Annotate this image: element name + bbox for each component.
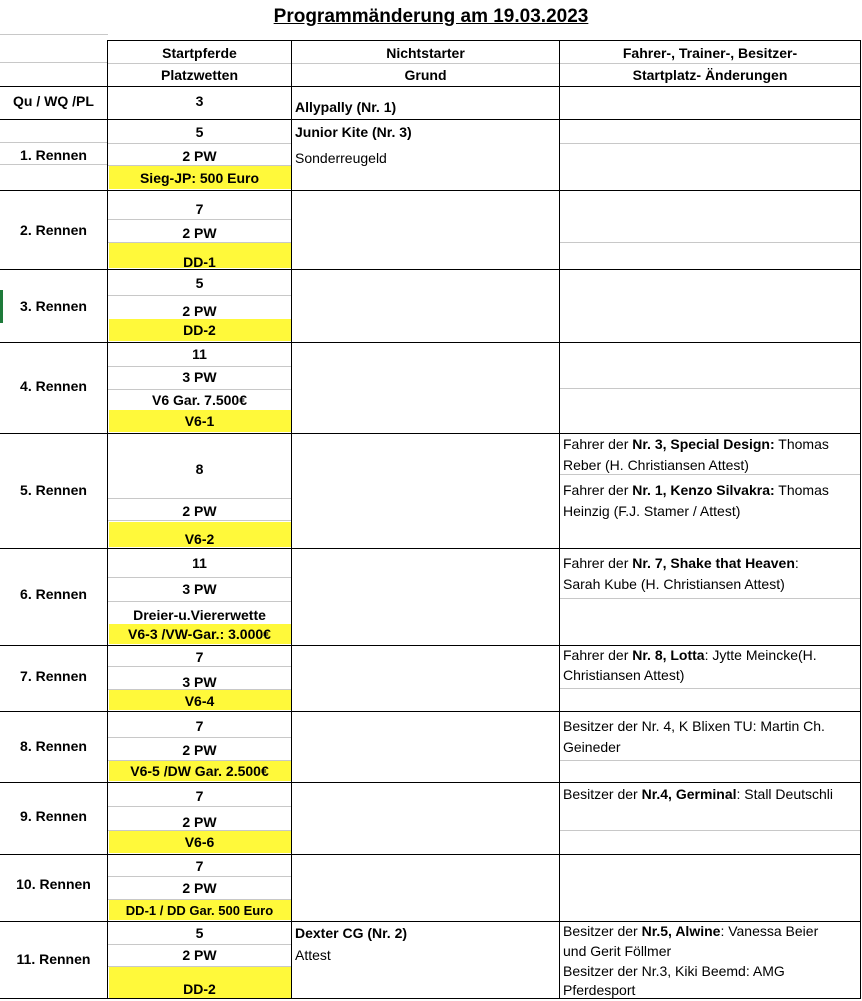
race-1-grund: Sonderreugeld: [295, 150, 387, 166]
race-3-bet: 2 PW: [182, 303, 217, 319]
race-7-label: 7. Rennen: [20, 668, 87, 684]
race-1-label: 1. Rennen: [20, 147, 87, 163]
race-6-label: 6. Rennen: [20, 586, 87, 602]
race-11-change-2-line2: Pferdesport: [563, 982, 636, 998]
race-6-extra: Dreier-u.Viererwette: [133, 607, 266, 623]
race-5-bet: 2 PW: [182, 503, 217, 519]
race-9-change-1: Besitzer der Nr.4, Germinal: Stall Deutschli: [563, 786, 834, 802]
race-10-label: 10. Rennen: [16, 876, 91, 892]
race-9-pool: V6-6: [184, 834, 215, 850]
race-11-bet: 2 PW: [182, 947, 217, 963]
race-4-pool: V6-1: [184, 413, 215, 429]
race-11-starters: 5: [195, 925, 204, 941]
qu-nichtstarter: Allypally (Nr. 1): [295, 99, 397, 115]
race-10-pool: DD-1 / DD Gar. 500 Euro: [125, 903, 274, 918]
race-10-starters: 7: [195, 858, 204, 874]
race-3-pool: DD-2: [183, 322, 216, 338]
race-2-starters: 7: [195, 201, 204, 217]
race-5-change-2: Fahrer der Nr. 1, Kenzo Silvakra: Thomas: [563, 482, 829, 498]
race-4-label: 4. Rennen: [20, 378, 87, 394]
race-5-change-1: Fahrer der Nr. 3, Special Design: Thomas: [563, 436, 829, 452]
race-8-starters: 7: [195, 718, 204, 734]
race-2-bet: 2 PW: [182, 225, 217, 241]
header-changes: Fahrer-, Trainer-, Besitzer-: [622, 45, 798, 61]
race-6-pool: V6-3 /VW-Gar.: 3.000€: [128, 626, 271, 642]
race-7-change-1: Fahrer der Nr. 8, Lotta: Jytte Meincke(H.: [563, 647, 817, 663]
race-8-pool: V6-5 /DW Gar. 2.500€: [130, 763, 269, 779]
race-1-bet: 2 PW: [182, 148, 217, 164]
race-9-label: 9. Rennen: [20, 808, 87, 824]
race-4-starters: 11: [192, 346, 207, 362]
race-6-starters: 11: [192, 555, 207, 571]
race-5-starters: 8: [195, 461, 204, 477]
race-3-starters: 5: [195, 275, 204, 291]
race-4-guarantee: V6 Gar. 7.500€: [152, 392, 247, 408]
race-11-change-1-line2: und Gerit Föllmer: [563, 943, 672, 959]
race-5-label: 5. Rennen: [20, 482, 87, 498]
race-2-pool: DD-1: [183, 254, 216, 270]
race-7-change-1-line2: Christiansen Attest): [563, 667, 685, 683]
race-11-grund: Attest: [295, 947, 331, 963]
race-11-change-2: Besitzer der Nr.3, Kiki Beemd: AMG: [563, 963, 785, 979]
race-11-nichtstarter: Dexter CG (Nr. 2): [295, 925, 408, 941]
race-9-bet: 2 PW: [182, 814, 217, 830]
race-5-change-1-line2: Reber (H. Christiansen Attest): [563, 457, 749, 473]
race-7-starters: 7: [195, 649, 204, 665]
race-6-bet: 3 PW: [182, 581, 217, 597]
race-11-label: 11. Rennen: [16, 951, 91, 967]
qu-value: 3: [195, 93, 204, 109]
race-8-change-1: Besitzer der Nr. 4, K Blixen TU: Martin Ch.: [563, 718, 825, 734]
race-8-label: 8. Rennen: [20, 738, 87, 754]
race-11-change-1: Besitzer der Nr.5, Alwine: Vanessa Beier: [563, 923, 819, 939]
race-1-nichtstarter: Junior Kite (Nr. 3): [295, 124, 412, 140]
header-platzwetten: Platzwetten: [160, 67, 238, 83]
race-6-change-1: Fahrer der Nr. 7, Shake that Heaven:: [563, 555, 799, 571]
race-7-pool: V6-4: [184, 693, 215, 709]
race-9-starters: 7: [195, 788, 204, 804]
race-5-pool: V6-2: [184, 531, 215, 547]
race-3-label: 3. Rennen: [20, 298, 87, 314]
race-8-change-1-line2: Geineder: [563, 739, 621, 755]
header-startpferde: Startpferde: [162, 45, 237, 61]
race-2-label: 2. Rennen: [20, 222, 87, 238]
header-nichtstarter: Nichtstarter: [386, 45, 465, 61]
page-title: Programmänderung am 19.03.2023: [273, 6, 589, 27]
race-6-change-1-line2: Sarah Kube (H. Christiansen Attest): [563, 576, 785, 592]
race-4-bet: 3 PW: [182, 369, 217, 385]
race-7-bet: 3 PW: [182, 674, 217, 690]
race-1-starters: 5: [195, 124, 204, 140]
race-10-bet: 2 PW: [182, 880, 217, 896]
race-1-pool: Sieg-JP: 500 Euro: [139, 170, 260, 186]
race-11-pool: DD-2: [183, 981, 216, 997]
qu-label: Qu / WQ /PL: [13, 93, 94, 109]
header-grund: Grund: [404, 67, 447, 83]
race-5-change-2-line2: Heinzig (F.J. Stamer / Attest): [563, 503, 741, 519]
header-startplatz: Startplatz- Änderungen: [632, 67, 788, 83]
race-8-bet: 2 PW: [182, 742, 217, 758]
